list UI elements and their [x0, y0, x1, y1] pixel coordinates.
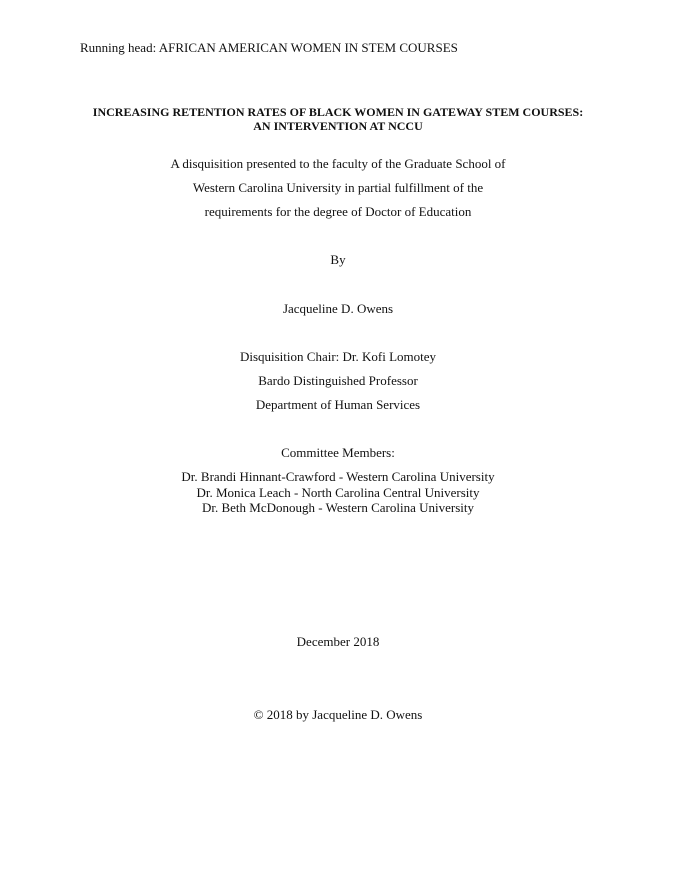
document-date: December 2018: [296, 634, 380, 649]
committee-heading: Committee Members:: [281, 445, 395, 460]
title-line-2: AN INTERVENTION AT NCCU: [253, 119, 423, 133]
chair-line-3: Department of Human Services: [255, 397, 421, 412]
committee-member: Dr. Brandi Hinnant-Crawford - Western Carolina University: [181, 469, 495, 484]
statement-line-1: A disquisition presented to the faculty of the Graduate School of: [170, 156, 506, 171]
committee-member: Dr. Monica Leach - North Carolina Central University: [196, 485, 480, 500]
statement-line-3: requirements for the degree of Doctor of Education: [204, 204, 472, 219]
author-name: Jacqueline D. Owens: [282, 301, 394, 316]
by-label: By: [330, 252, 346, 267]
committee-member: Dr. Beth McDonough - Western Carolina University: [201, 500, 475, 515]
chair-line-2: Bardo Distinguished Professor: [258, 373, 418, 388]
title-line-1: INCREASING RETENTION RATES OF BLACK WOMEN IN GATEWAY STEM COURSES:: [92, 105, 584, 119]
statement-line-2: Western Carolina University in partial fulfillment of the: [192, 180, 484, 195]
chair-line-1: Disquisition Chair: Dr. Kofi Lomotey: [239, 349, 437, 364]
document-title: [0, 105, 676, 133]
copyright-notice: © 2018 by Jacqueline D. Owens: [253, 707, 423, 722]
running-head: Running head: AFRICAN AMERICAN WOMEN IN STEM COURSES: [80, 40, 458, 55]
